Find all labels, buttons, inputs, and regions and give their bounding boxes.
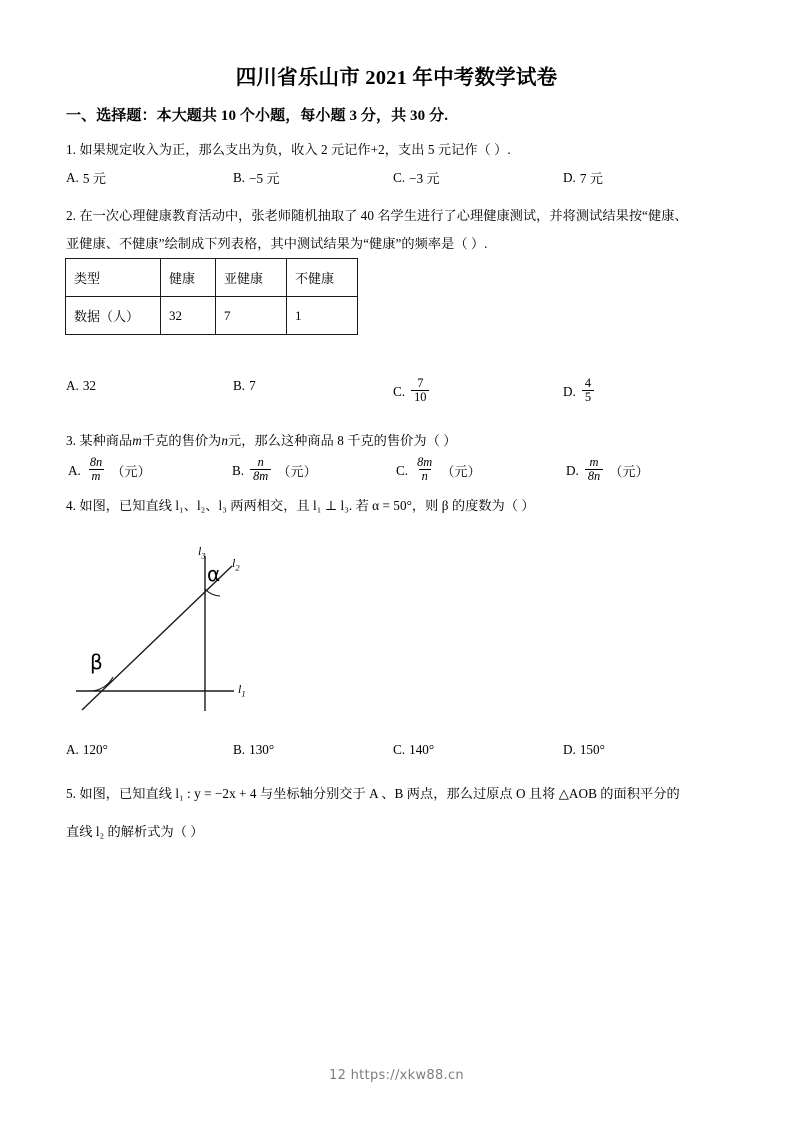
question-3-options xyxy=(66,457,746,491)
question-1-option-b[interactable] xyxy=(233,168,280,187)
question-4-options xyxy=(66,742,746,776)
question-5-stem-line-1: 5. 如图，已知直线 l₁ : y = −2x + 4 与坐标轴分别交于 A 、B 两点，那么过原点 O 且将 △AOB 的面积平分的 xyxy=(66,786,680,801)
fraction-denominator: m xyxy=(89,469,104,483)
variable-m: m xyxy=(132,433,142,448)
frequency-table xyxy=(65,258,358,335)
question-3-option-a[interactable] xyxy=(68,457,151,484)
question-2-stem-line-2: 亚健康、不健康”绘制成下列表格，其中测试结果为“健康”的频率是（ ）. xyxy=(66,236,488,251)
question-5-stem-line-2: 直线 l₂ 的解析式为（ ） xyxy=(66,824,204,839)
fraction-numerator: 4 xyxy=(584,376,592,390)
option-label: C. xyxy=(396,462,409,478)
fraction-denominator: 8n xyxy=(585,469,603,483)
question-2-option-c[interactable] xyxy=(393,378,431,405)
table-cell: 7 xyxy=(216,297,287,335)
question-2-option-b[interactable] xyxy=(233,378,256,394)
question-4-stem: 4. 如图，已知直线 l₁、l₂、l₃ 两两相交，且 l₁ ⊥ l₃. 若 α = 50°，则 β 的度数为（ ） xyxy=(66,498,535,513)
option-unit: （元） xyxy=(277,464,317,480)
fraction-denominator: 10 xyxy=(411,390,429,404)
question-4-figure xyxy=(66,538,306,718)
fraction xyxy=(411,377,429,404)
fraction xyxy=(87,456,105,483)
option-label: C. xyxy=(393,742,406,757)
question-4-option-a[interactable] xyxy=(66,742,108,758)
angle-alpha-label: α xyxy=(207,562,221,586)
geometry-diagram xyxy=(66,538,306,718)
stem-part: 3. 某种商品 xyxy=(66,433,133,448)
line-l2 xyxy=(82,566,232,710)
option-unit: （元） xyxy=(441,464,481,480)
option-label: B. xyxy=(233,378,246,393)
question-4-option-d[interactable] xyxy=(563,742,605,758)
angle-beta-label: β xyxy=(90,650,103,674)
table-header-cell: 亚健康 xyxy=(216,259,287,297)
fraction-numerator: 8m xyxy=(417,455,433,469)
option-label: D. xyxy=(566,462,579,478)
fraction-numerator: 7 xyxy=(417,376,424,390)
option-text: 150° xyxy=(579,742,605,757)
option-text: 32 xyxy=(82,378,97,393)
fraction xyxy=(585,456,603,483)
table-cell: 1 xyxy=(287,297,358,335)
option-text: −5 元 xyxy=(249,171,280,186)
table-cell: 32 xyxy=(161,297,216,335)
table-cell: 数据（人） xyxy=(66,297,161,335)
question-3-option-b[interactable] xyxy=(232,457,317,484)
label-l1-icon: $l_1$ xyxy=(238,682,246,699)
footer-watermark: 12 https://xkw88.cn xyxy=(329,1068,464,1083)
question-2-options xyxy=(66,378,746,412)
table-header-row xyxy=(66,259,358,297)
question-2-stem-line-1: 2. 在一次心理健康教育活动中，张老师随机抽取了 40 名学生进行了心理健康测试，并将测试结果按“健康、 xyxy=(66,208,688,223)
option-label: A. xyxy=(66,378,79,393)
question-2-option-a[interactable] xyxy=(66,378,96,394)
table-header-cell: 健康 xyxy=(161,259,216,297)
option-unit: （元） xyxy=(111,464,151,480)
question-1-option-a[interactable] xyxy=(66,168,106,187)
option-unit: （元） xyxy=(609,464,649,480)
fraction-denominator: 8m xyxy=(250,469,271,483)
question-3-stem xyxy=(66,431,738,451)
option-text: 7 元 xyxy=(579,171,603,186)
question-1-options xyxy=(66,168,746,202)
question-1-option-d[interactable] xyxy=(563,168,603,187)
option-label: B. xyxy=(233,169,246,185)
option-label: B. xyxy=(232,462,245,478)
option-text: 5 元 xyxy=(82,171,106,186)
option-text: 120° xyxy=(82,742,108,757)
option-text: 130° xyxy=(249,742,275,757)
fraction xyxy=(582,377,594,404)
option-label: D. xyxy=(563,383,576,399)
option-text: −3 元 xyxy=(409,171,440,186)
fraction-numerator: 8n xyxy=(89,455,103,469)
question-1-option-c[interactable] xyxy=(393,168,440,187)
fraction-numerator: m xyxy=(589,455,599,469)
option-label: A. xyxy=(66,169,79,185)
option-label: A. xyxy=(66,742,79,757)
table-header-cell: 不健康 xyxy=(287,259,358,297)
question-2-option-d[interactable] xyxy=(563,378,596,405)
section-heading: 一、选择题：本大题共 10 个小题，每小题 3 分，共 30 分. xyxy=(66,108,449,124)
question-1-stem: 1. 如果规定收入为正，那么支出为负，收入 2 元记作+2，支出 5 元记作（ ）. xyxy=(66,142,511,157)
option-label: A. xyxy=(68,462,81,478)
label-l3-icon: $l_3$ xyxy=(198,544,206,561)
stem-part: 千克的售价为 xyxy=(141,433,222,448)
option-text: 140° xyxy=(409,742,435,757)
option-text: 7 xyxy=(249,378,256,393)
table-row xyxy=(66,297,358,335)
fraction xyxy=(414,456,435,483)
question-4-option-b[interactable] xyxy=(233,742,274,758)
option-label: C. xyxy=(393,169,406,185)
option-label: D. xyxy=(563,169,576,185)
question-3-option-c[interactable] xyxy=(396,457,481,484)
stem-part: 元，那么这种商品 8 千克的售价为（ ） xyxy=(227,433,457,448)
question-3-option-d[interactable] xyxy=(566,457,649,484)
question-4-option-c[interactable] xyxy=(393,742,434,758)
variable-n: n xyxy=(221,433,228,448)
label-l2-icon: $l_2$ xyxy=(232,556,240,573)
option-label: B. xyxy=(233,742,246,757)
page-title: 四川省乐山市 2021 年中考数学试卷 xyxy=(235,67,558,89)
option-label: C. xyxy=(393,383,406,399)
fraction-numerator: n xyxy=(257,455,264,469)
fraction-denominator: 5 xyxy=(582,390,594,404)
option-label: D. xyxy=(563,742,576,757)
fraction xyxy=(250,456,271,483)
fraction-denominator: n xyxy=(419,469,431,483)
table-header-cell: 类型 xyxy=(66,259,161,297)
